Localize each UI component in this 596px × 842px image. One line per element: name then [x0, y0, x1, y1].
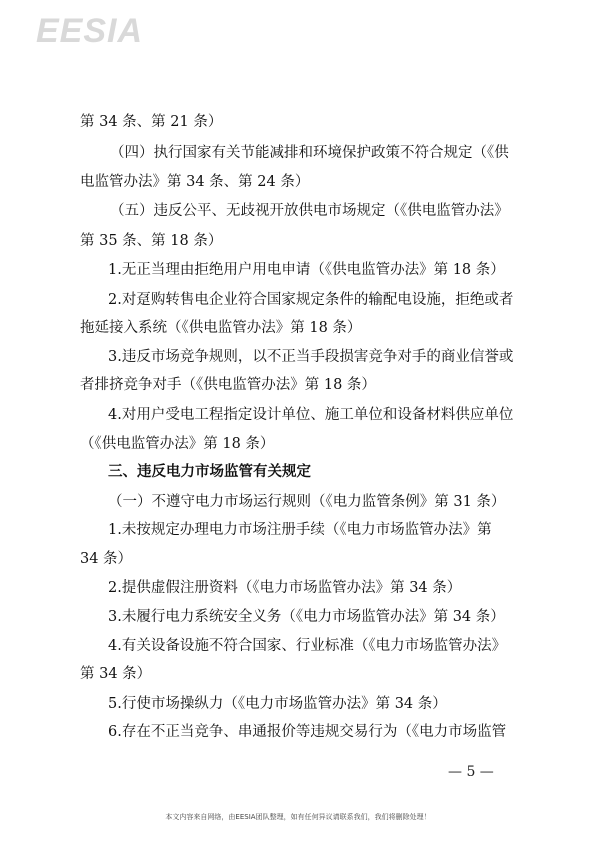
- text-line: 第 35 条、第 18 条）: [80, 233, 223, 249]
- text-line: 34 条）: [80, 551, 133, 567]
- text-line: 1.无正当理由拒绝用户用电申请（《供电监管办法》第 18 条）: [108, 262, 505, 278]
- text-line: 第 34 条）: [80, 666, 152, 682]
- text-line: （一）不遵守电力市场运行规则（《电力监管条例》第 31 条）: [108, 494, 506, 510]
- text-line: （《供电监管办法》第 18 条）: [80, 436, 275, 452]
- text-line: 拖延接入系统（《供电监管办法》第 18 条）: [80, 320, 362, 336]
- text-line: 2.对趸购转售电企业符合国家规定条件的输配电设施，拒绝或者: [108, 292, 514, 308]
- page-number: — 5 —: [448, 764, 494, 780]
- text-line: 5.行使市场操纵力（《电力市场监管办法》第 34 条）: [108, 696, 447, 712]
- text-line: 第 34 条、第 21 条）: [80, 114, 223, 130]
- text-line: （五）违反公平、无歧视开放供电市场规定（《供电监管办法》: [110, 203, 509, 219]
- watermark-logo: EESIA: [36, 12, 144, 50]
- text-line: 4.有关设备设施不符合国家、行业标准（《电力市场监管办法》: [108, 638, 507, 654]
- text-line: 者排挤竞争对手（《供电监管办法》第 18 条）: [80, 377, 376, 393]
- text-line: 3.违反市场竞争规则，以不正当手段损害竞争对手的商业信誉或: [108, 349, 514, 365]
- section-heading: 三、违反电力市场监管有关规定: [108, 464, 311, 480]
- text-line: 2.提供虚假注册资料（《电力市场监管办法》第 34 条）: [108, 580, 462, 596]
- text-line: 3.未履行电力系统安全义务（《电力市场监管办法》第 34 条）: [108, 609, 505, 625]
- text-line: （四）执行国家有关节能减排和环境保护政策不符合规定（《供: [110, 145, 509, 161]
- footer-note: 本文内容来自网络，由EESIA团队整理，如有任何异议请联系我们，我们将删除处理！: [165, 813, 431, 821]
- text-line: 6.存在不正当竞争、串通报价等违规交易行为（《电力市场监管: [108, 724, 507, 740]
- text-line: 电监管办法》第 34 条、第 24 条）: [80, 174, 310, 190]
- text-line: 4.对用户受电工程指定设计单位、施工单位和设备材料供应单位: [108, 407, 514, 423]
- text-line: 1.未按规定办理电力市场注册手续（《电力市场监管办法》第: [108, 522, 492, 538]
